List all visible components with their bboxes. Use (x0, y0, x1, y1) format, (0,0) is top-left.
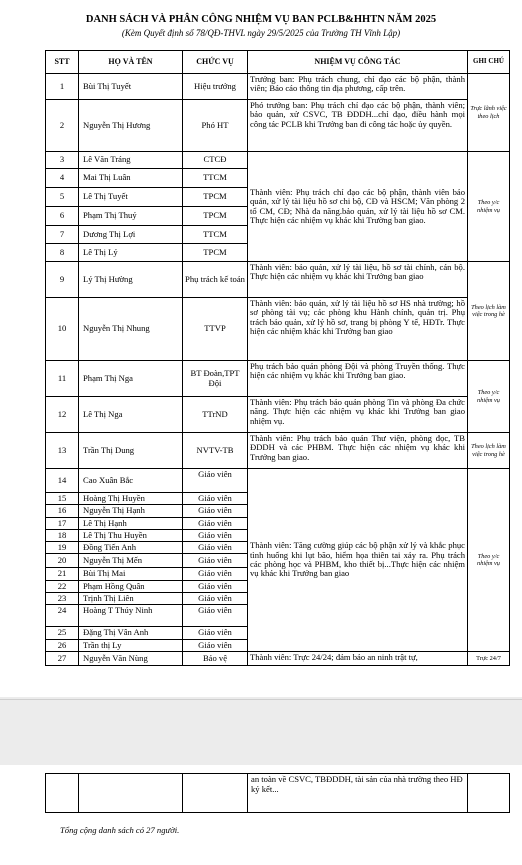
document-subtitle: (Kèm Quyết định số 78/QĐ-THVL ngày 29/5/2025 của Trường TH Vĩnh Lập) (121, 28, 401, 38)
row-name: Phạm Thị Thuý (79, 207, 183, 226)
row-role: Phụ trách kế toán (183, 262, 248, 298)
row-stt: 1 (46, 74, 79, 100)
row-role: Giáo viên (183, 592, 248, 604)
row-stt: 22 (46, 580, 79, 592)
row-stt: 5 (46, 188, 79, 207)
document-title: DANH SÁCH VÀ PHÂN CÔNG NHIỆM VỤ BAN PCLB&HHTN NĂM 2025 (85, 14, 437, 25)
row-stt: 14 (46, 469, 79, 493)
row-task: Thành viên: Phụ trách bảo quản Thư viện, phòng đọc, TB ĐDDH và các PHBM. Thực hiện các nhiệm vụ khác khi Trưởng ban giao. (248, 433, 468, 469)
row-stt: 19 (46, 542, 79, 554)
row-stt: 2 (46, 100, 79, 152)
row-stt: 12 (46, 397, 79, 433)
assignment-table (45, 50, 510, 666)
row-name: Nguyễn Thị Hạnh (79, 505, 183, 517)
row-note: Theo y/c nhiệm vụ (468, 361, 510, 433)
header-note: GHI CHÚ (468, 51, 510, 74)
row-role: BT Đoàn,TPT Đội (183, 361, 248, 397)
row-role: TTVP (183, 298, 248, 361)
row-name: Bùi Thị Tuyết (79, 74, 183, 100)
header-stt: STT (46, 51, 79, 74)
row-stt: 8 (46, 244, 79, 262)
row-stt: 18 (46, 529, 79, 541)
row-stt: 15 (46, 493, 79, 505)
table-row (46, 397, 510, 433)
row-role: Giáo viên (183, 469, 248, 493)
row-name: Trần thị Ly (79, 639, 183, 651)
row-stt: 13 (46, 433, 79, 469)
cont-stt (46, 774, 79, 813)
row-role: Giáo viên (183, 542, 248, 554)
total-count-note: Tổng cộng danh sách có 27 người. (60, 825, 180, 835)
row-name: Nguyễn Thị Hương (79, 100, 183, 152)
row-stt: 4 (46, 169, 79, 188)
row-role: Giáo viên (183, 493, 248, 505)
row-task: Thành viên: Phụ trách chỉ đạo các bộ phận, thành viên bảo quản, xử lý tài liệu hồ sơ chi bộ, CĐ và HSCM; Văn phòng 2 tổ CM, CĐ; Nhà đa năng.bảo quản, xử lý tài liệu hồ sơ CM. Thực hiện các nhiệm vụ khác khi Trường ban giao. (248, 152, 468, 262)
row-stt: 21 (46, 568, 79, 580)
row-role: TTrND (183, 397, 248, 433)
row-role: Giáo viên (183, 639, 248, 651)
row-name: Dương Thị Lợi (79, 226, 183, 244)
page-break-line (0, 699, 522, 700)
row-name: Lê Thị Tuyết (79, 188, 183, 207)
row-stt: 17 (46, 517, 79, 529)
row-note: Trực lãnh việc theo lịch (468, 74, 510, 152)
row-task: Thành viên: bảo quản, xử lý tài liệu hồ sơ HS nhà trường; hồ sơ phòng tài vụ; các phòng khu Hành chính, quản trị. Phụ trách bảo quản, xử lý hồ sơ, trang bị phòng Y tế, HĐTr. Thực hiện các nhiệm khác khi Trưởng ban giao (248, 298, 468, 361)
row-name: Lê Thị Hạnh (79, 517, 183, 529)
row-stt: 11 (46, 361, 79, 397)
row-note: Theo lịch làm việc trong hè (468, 433, 510, 469)
row-name: Trần Thị Dung (79, 433, 183, 469)
row-role: CTCĐ (183, 152, 248, 169)
row-stt: 23 (46, 592, 79, 604)
row-name: Phạm Hồng Quân (79, 580, 183, 592)
header-name: HỌ VÀ TÊN (79, 51, 183, 74)
row-stt: 20 (46, 554, 79, 568)
table-header-row (46, 51, 510, 74)
row-task: Phó trưởng ban: Phụ trách chỉ đạo các bộ phận, thành viên; bảo quản, xử CSVC, TB ĐDDH...chỉ đạo, điều hành mọi công tác PCLB khi Trưởng ban đi công tác hoặc ủy quyền. (248, 100, 468, 152)
row-name: Nguyễn Thị Mến (79, 554, 183, 568)
header-task: NHIỆM VỤ CÔNG TÁC (248, 51, 468, 74)
header-role: CHỨC VỤ (183, 51, 248, 74)
row-stt: 7 (46, 226, 79, 244)
table-row (46, 469, 510, 493)
table-row (46, 74, 510, 100)
row-role: TPCM (183, 207, 248, 226)
row-role: Giáo viên (183, 505, 248, 517)
table-row (46, 651, 510, 665)
table-row (46, 152, 510, 169)
row-name: Phạm Thị Nga (79, 361, 183, 397)
table-row-continuation (46, 774, 510, 813)
row-role: TTCM (183, 169, 248, 188)
row-role: TPCM (183, 188, 248, 207)
row-role: Giáo viên (183, 568, 248, 580)
row-task: Trưởng ban: Phụ trách chung, chỉ đạo các bộ phận, thành viên; Báo cáo thông tin địa phương, cấp trên. (248, 74, 468, 100)
row-task: Thành viên: Trực 24/24; đảm bảo an ninh trật tự, (248, 651, 468, 665)
row-stt: 9 (46, 262, 79, 298)
cont-note (468, 774, 510, 813)
row-role: Giáo viên (183, 517, 248, 529)
row-stt: 24 (46, 605, 79, 627)
table-row (46, 262, 510, 298)
row-role: TTCM (183, 226, 248, 244)
row-role: Bảo vệ (183, 651, 248, 665)
row-stt: 16 (46, 505, 79, 517)
row-stt: 3 (46, 152, 79, 169)
continuation-table (45, 773, 510, 813)
row-name: Hoàng T Thúy Ninh (79, 605, 183, 627)
page-break-gap (0, 697, 522, 765)
row-role: TPCM (183, 244, 248, 262)
row-name: Đặng Thị Vân Anh (79, 627, 183, 639)
row-stt: 27 (46, 651, 79, 665)
row-role: Giáo viên (183, 554, 248, 568)
row-role: Giáo viên (183, 605, 248, 627)
row-name: Bùi Thị Mai (79, 568, 183, 580)
row-stt: 10 (46, 298, 79, 361)
row-name: Trịnh Thị Liên (79, 592, 183, 604)
table-row (46, 433, 510, 469)
row-name: Lê Văn Tráng (79, 152, 183, 169)
row-name: Đồng Tiến Anh (79, 542, 183, 554)
cont-role (183, 774, 248, 813)
row-name: Nguyễn Văn Nùng (79, 651, 183, 665)
row-role: Hiệu trưởng (183, 74, 248, 100)
row-name: Lê Thị Lý (79, 244, 183, 262)
row-note: Theo lịch làm việc trong hè (468, 262, 510, 361)
row-stt: 26 (46, 639, 79, 651)
table-row (46, 361, 510, 397)
row-name: Lê Thị Nga (79, 397, 183, 433)
row-note: Theo y/c nhiệm vụ (468, 469, 510, 652)
row-note: Trực 24/7 (468, 651, 510, 665)
row-task: Phụ trách bảo quản phòng Đội và phòng Truyền thống. Thực hiện các nhiệm vụ khác khi Trưởng ban giao. (248, 361, 468, 397)
row-name: Hoàng Thị Huyền (79, 493, 183, 505)
row-task: Thành viên: Tăng cường giúp các bộ phận xử lý và khắc phục tình huống khi lụt bão, hiểm họa thiên tai xảy ra. Phụ trách các phòng học và PHBM, kho thiết bị...Thực hiện các nhiệm vụ khác khi Trưởng ban giao (248, 469, 468, 652)
row-role: Phó HT (183, 100, 248, 152)
row-name: Lê Thị Thu Huyền (79, 529, 183, 541)
row-task: Thành viên: bảo quản, xử lý tài liệu, hồ sơ tài chính, cán bộ. Thực hiện các nhiệm vụ khác khi Trưởng ban giao (248, 262, 468, 298)
row-note: Theo y/c nhiệm vụ (468, 152, 510, 262)
table-row (46, 298, 510, 361)
table-row (46, 100, 510, 152)
cont-name (79, 774, 183, 813)
row-name: Nguyễn Thị Nhung (79, 298, 183, 361)
row-stt: 6 (46, 207, 79, 226)
cont-task: an toàn về CSVC, TBĐDDH, tài sản của nhà trường theo HĐ ký kết... (248, 774, 468, 813)
row-role: NVTV-TB (183, 433, 248, 469)
row-name: Lý Thị Hường (79, 262, 183, 298)
row-name: Cao Xuân Bắc (79, 469, 183, 493)
row-role: Giáo viên (183, 529, 248, 541)
row-role: Giáo viên (183, 580, 248, 592)
row-role: Giáo viên (183, 627, 248, 639)
row-name: Mai Thị Luân (79, 169, 183, 188)
row-task: Thành viên: Phụ trách bảo quản phòng Tin và phòng Đa chức năng. Thực hiện các nhiệm vụ khác khi Trưởng ban giao nhiệm vụ. (248, 397, 468, 433)
row-stt: 25 (46, 627, 79, 639)
